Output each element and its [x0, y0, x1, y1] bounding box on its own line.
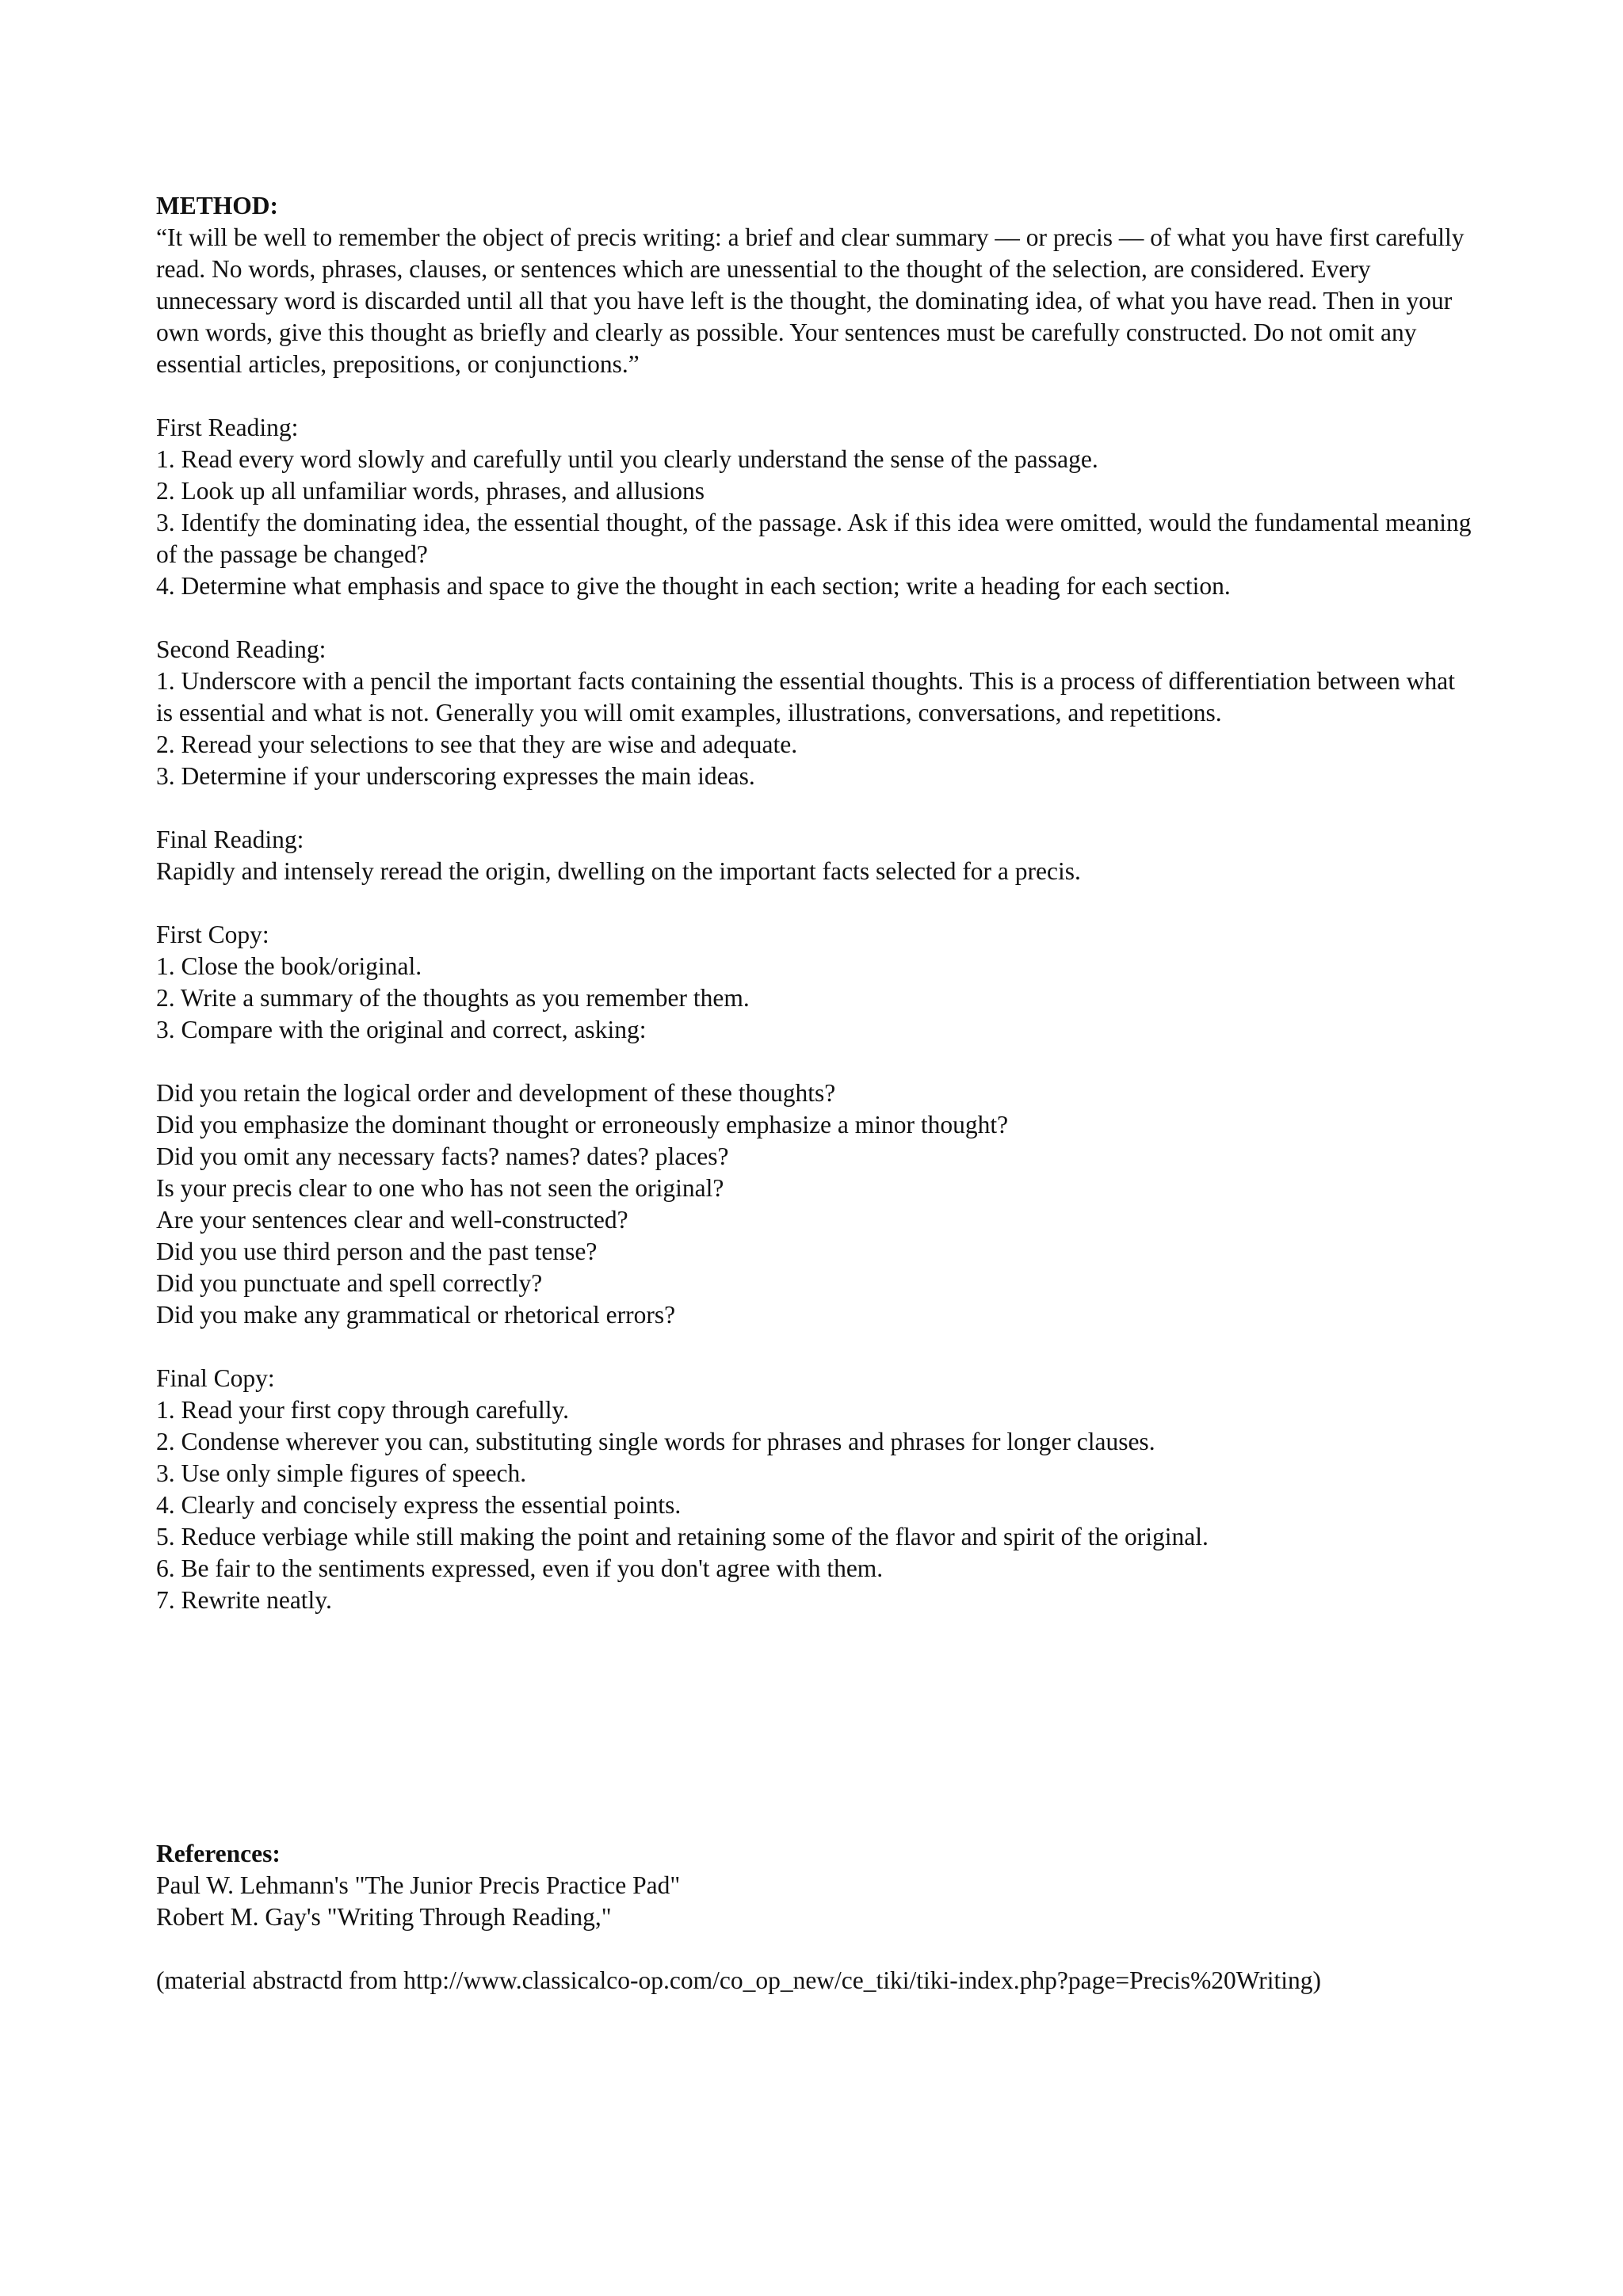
list-item: 1. Read your first copy through carefully. [156, 1396, 570, 1424]
list-item: 3. Use only simple figures of speech. [156, 1459, 527, 1487]
list-item: 1. Underscore with a pencil the important facts containing the essential thoughts. This is a process of differentiation between what is essential and what is not. Generally you will omit examples, illustrations, conversations, and repetitions. [156, 667, 1456, 727]
question-item: Did you emphasize the dominant thought or erroneously emphasize a minor thought? [156, 1111, 1009, 1138]
list-item: 1. Read every word slowly and carefully until you clearly understand the sense of the passage. [156, 445, 1098, 473]
list-item: 2. Reread your selections to see that they are wise and adequate. [156, 730, 798, 758]
spacer [156, 887, 1472, 919]
question-item: Did you omit any necessary facts? names? dates? places? [156, 1142, 729, 1170]
spacer [156, 792, 1472, 824]
question-item: Did you make any grammatical or rhetorical errors? [156, 1301, 676, 1329]
list-item: 3. Compare with the original and correct, asking: [156, 1016, 647, 1043]
method-quote: “It will be well to remember the object of precis writing: a brief and clear summary — or precis — of what you have first carefully read. No words, phrases, clauses, or sentences which are unessential to the thought of the selection, are considered. Every unnecessary word is discarded until all that you have left is the thought, the dominating idea, of what you have read. Then in your own words, give this thought as briefly and clearly as possible. Your sentences must be carefully constructed. Do not omit any essential articles, prepositions, or conjunctions.” [156, 223, 1465, 378]
review-questions [156, 1077, 1472, 1331]
second-reading-title: Second Reading: [156, 635, 327, 663]
list-item: 3. Determine if your underscoring expresses the main ideas. [156, 762, 755, 790]
references-section [156, 1838, 1503, 1997]
list-item: 7. Rewrite neatly. [156, 1586, 332, 1614]
reference-item: Robert M. Gay's "Writing Through Reading," [156, 1903, 612, 1931]
source-note: (material abstractd from http://www.classicalco-op.com/co_op_new/ce_tiki/tiki-index.php?page=Precis%20Writing) [156, 1966, 1322, 1994]
references-heading: References: [156, 1840, 281, 1867]
question-item: Did you use third person and the past tense? [156, 1238, 598, 1265]
list-item: 6. Be fair to the sentiments expressed, even if you don't agree with them. [156, 1554, 884, 1582]
list-item: 4. Clearly and concisely express the essential points. [156, 1491, 682, 1519]
list-item: 2. Condense wherever you can, substituting single words for phrases and phrases for longer clauses. [156, 1428, 1155, 1455]
spacer [156, 1046, 1472, 1077]
spacer [156, 1933, 1503, 1965]
spacer [156, 380, 1472, 412]
final-reading-title: Final Reading: [156, 826, 304, 853]
question-item: Did you punctuate and spell correctly? [156, 1269, 543, 1297]
list-item: 3. Identify the dominating idea, the essential thought, of the passage. Ask if this idea were omitted, would the fundamental meaning of the passage be changed? [156, 509, 1472, 568]
spacer [156, 602, 1472, 634]
final-reading-section [156, 824, 1472, 887]
final-copy-title: Final Copy: [156, 1364, 275, 1392]
spacer [156, 1331, 1472, 1363]
list-item: 5. Reduce verbiage while still making the point and retaining some of the flavor and spirit of the original. [156, 1523, 1209, 1550]
reference-item: Paul W. Lehmann's "The Junior Precis Practice Pad" [156, 1871, 681, 1899]
question-item: Did you retain the logical order and development of these thoughts? [156, 1079, 836, 1107]
list-item: 2. Look up all unfamiliar words, phrases, and allusions [156, 477, 705, 505]
method-heading: METHOD: [156, 192, 278, 219]
list-item: 4. Determine what emphasis and space to give the thought in each section; write a heading for each section. [156, 572, 1231, 600]
first-copy-title: First Copy: [156, 921, 269, 948]
second-reading-section [156, 634, 1472, 792]
final-reading-text: Rapidly and intensely reread the origin, dwelling on the important facts selected for a precis. [156, 857, 1081, 885]
first-reading-title: First Reading: [156, 414, 299, 441]
question-item: Is your precis clear to one who has not seen the original? [156, 1174, 724, 1202]
list-item: 1. Close the book/original. [156, 952, 422, 980]
document-body [156, 190, 1472, 1616]
first-copy-section [156, 919, 1472, 1046]
final-copy-section [156, 1363, 1472, 1616]
question-item: Are your sentences clear and well-constructed? [156, 1206, 628, 1234]
list-item: 2. Write a summary of the thoughts as you remember them. [156, 984, 750, 1012]
first-reading-section [156, 412, 1472, 602]
